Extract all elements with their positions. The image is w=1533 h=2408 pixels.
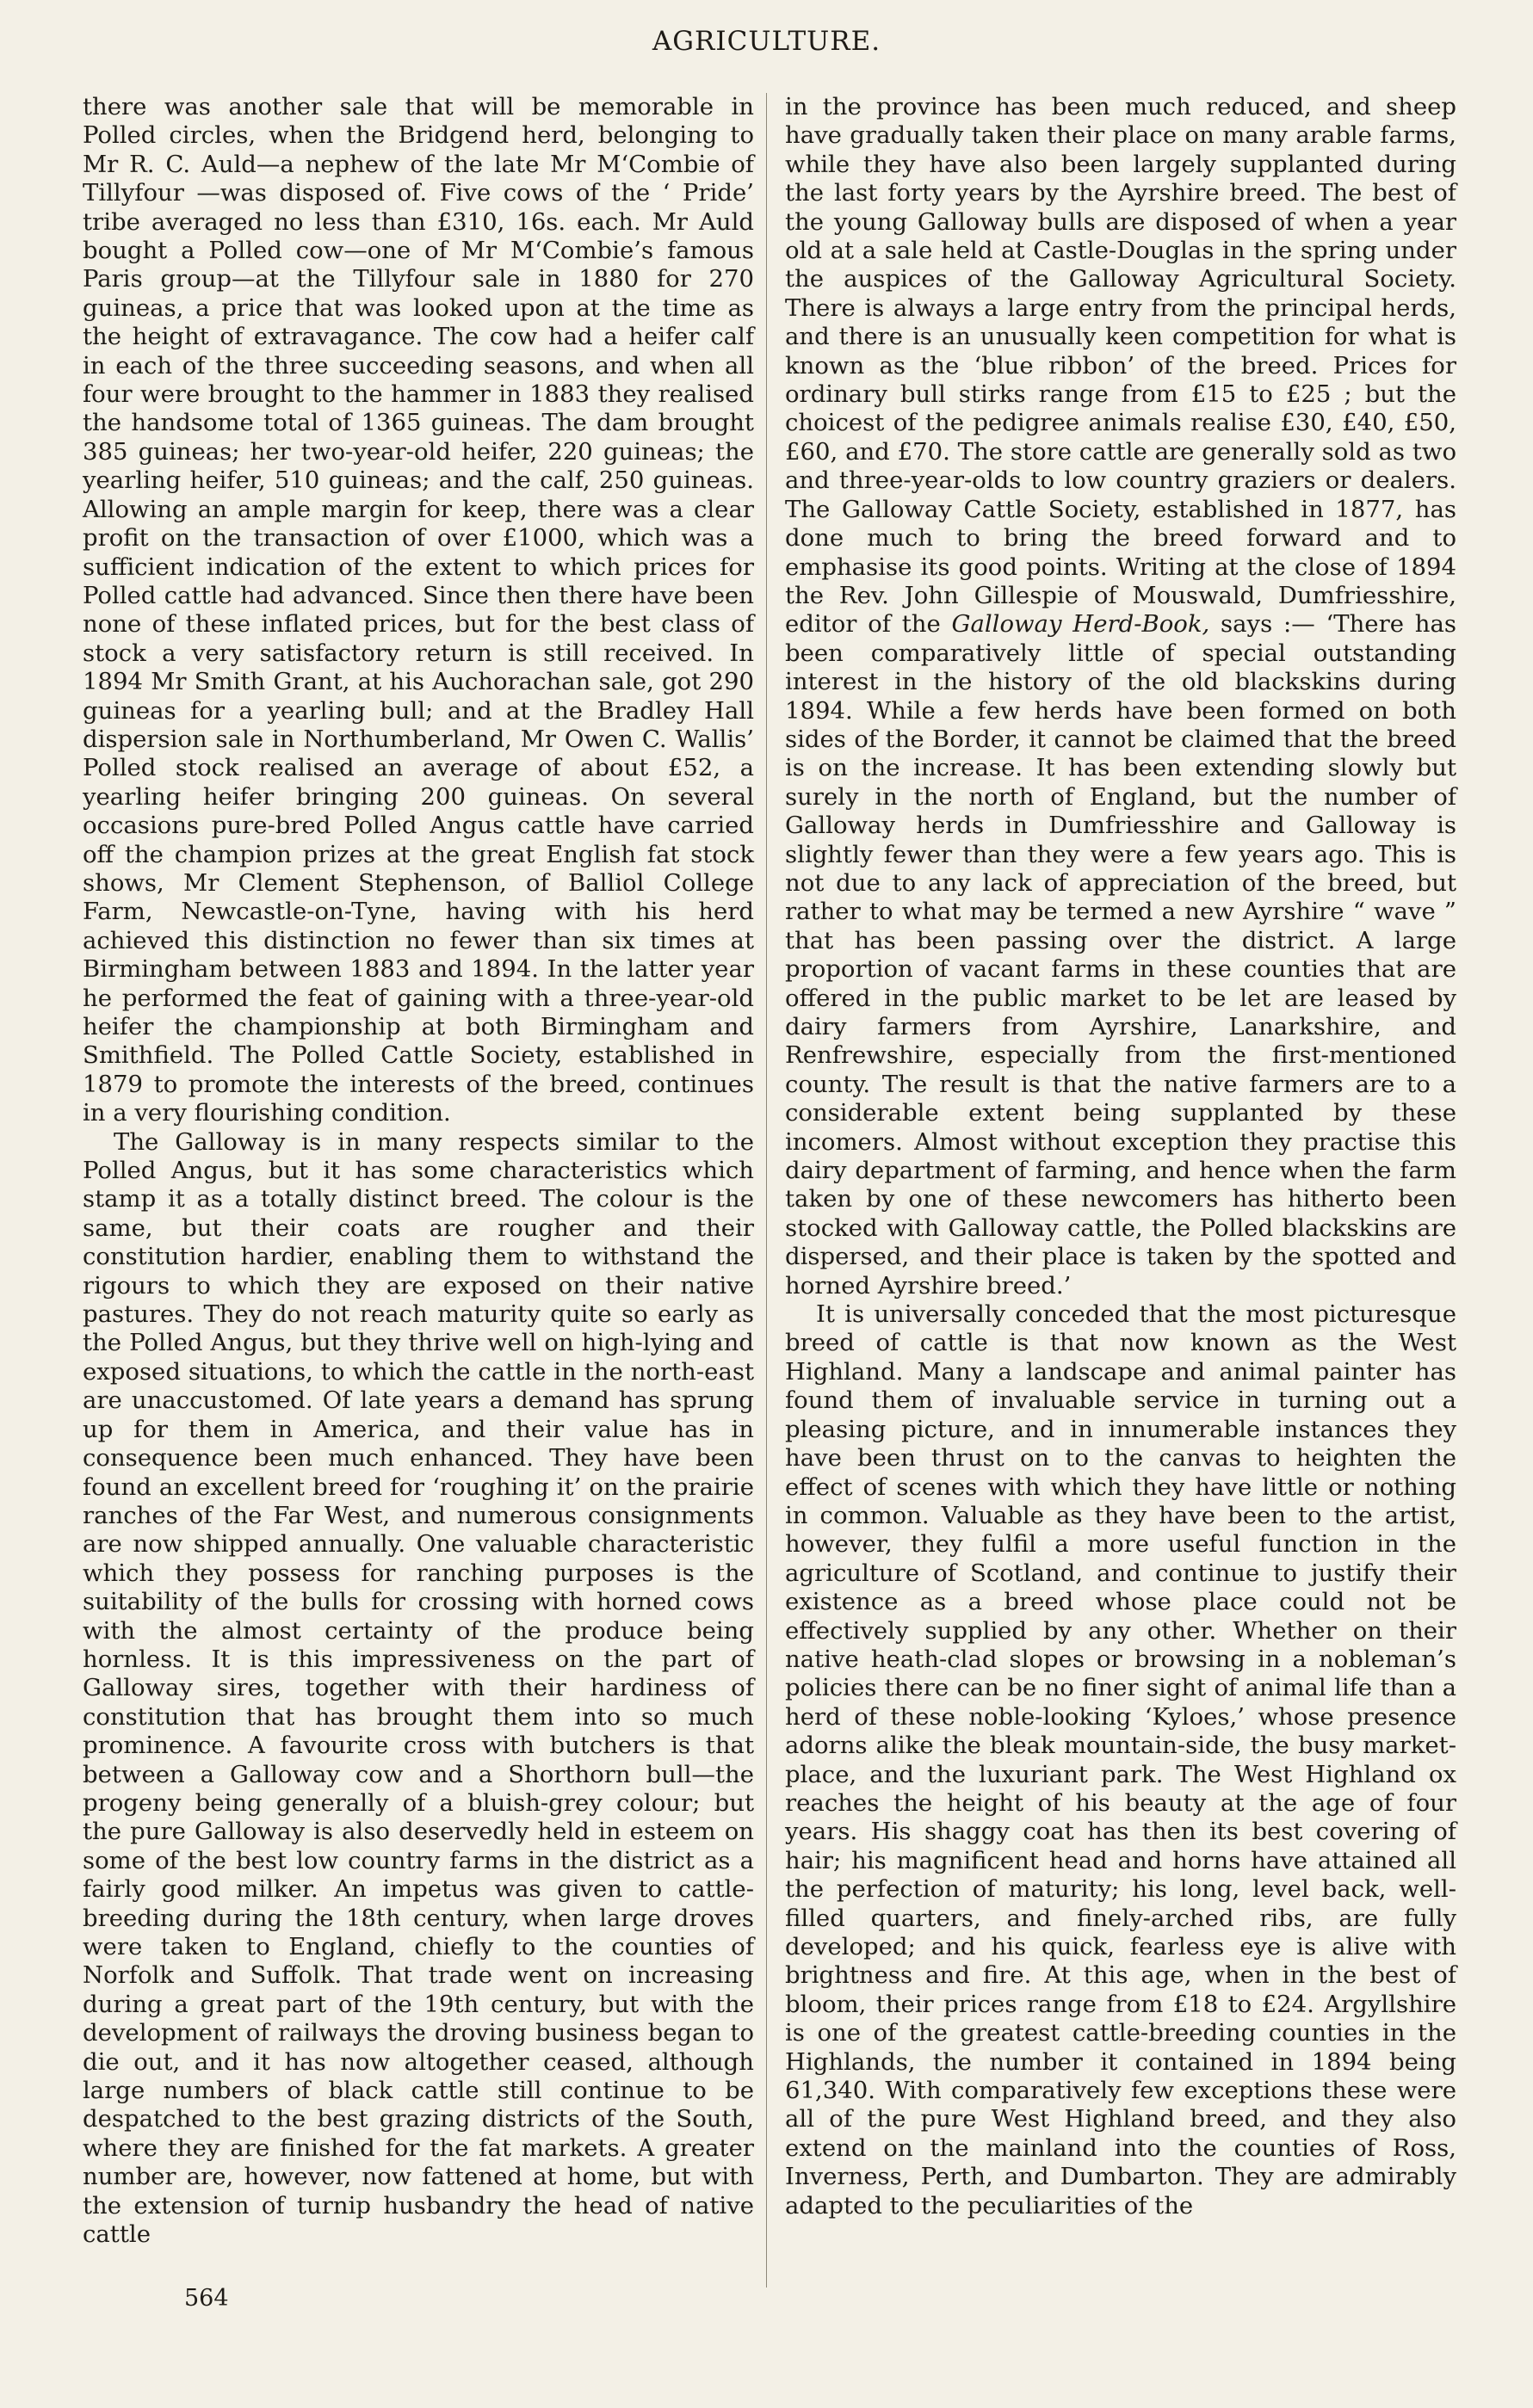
column-divider	[766, 93, 767, 2288]
right-column	[785, 93, 1456, 2220]
paragraph: The Galloway is in many respects similar to the Polled Angus, but it has some characteristics which stamp it as a totally distinct breed. The colour is the same, but their coats are rougher and their constitution hardier, enabling them to withstand the rigours to which they are exposed on their native pastures. They do not reach maturity quite so early as the Polled Angus, but they thrive well on high-lying and exposed situations, to which the cattle in the north-east are unaccustomed. Of late years a demand has sprung up for them in America, and their value has in consequence been much enhanced. They have been found an excellent breed for ‘roughing it’ on the prairie ranches of the Far West, and numerous consignments are now shipped annually. One valuable characteristic which they possess for ranching purposes is the suitability of the bulls for crossing with horned cows with the almost certainty of the produce being hornless. It is this impressiveness on the part of Galloway sires, together with their hardiness of constitution that has brought them into so much prominence. A favourite cross with butchers is that between a Galloway cow and a Shorthorn bull—the progeny being generally of a bluish-grey colour; but the pure Galloway is also deservedly held in esteem on some of the best low country farms in the district as a fairly good milker. An impetus was given to cattle-breeding during the 18th century, when large droves were taken to England, chiefly to the counties of Norfolk and Suffolk. That trade went on increasing during a great part of the 19th century, but with the development of railways the droving business began to die out, and it has now altogether ceased, although large numbers of black cattle still continue to be despatched to the best grazing districts of the South, where they are finished for the fat markets. A greater number are, however, now fattened at home, but with the extension of turnip husbandry the head of native cattle	[83, 1127, 754, 2249]
page-number: 564	[184, 2285, 229, 2312]
paragraph	[785, 93, 1456, 1300]
paragraph: there was another sale that will be memorable in Polled circles, when the Bridgend herd, belonging to Mr R. C. Auld—a nephew of the late Mr M‘Combie of Tillyfour —was disposed of. Five cows of the ‘ Pride’ tribe averaged no less than £310, 16s. each. Mr Auld bought a Polled cow—one of Mr M‘Combie’s famous Paris group—at the Tillyfour sale in 1880 for 270 guineas, a price that was looked upon at the time as the height of extravagance. The cow had a heifer calf in each of the three succeeding seasons, and when all four were brought to the hammer in 1883 they realised the handsome total of 1365 guineas. The dam brought 385 guineas; her two-year-old heifer, 220 guineas; the yearling heifer, 510 guineas; and the calf, 250 guineas. Allowing an ample margin for keep, there was a clear profit on the transaction of over £1000, which was a sufficient indication of the extent to which prices for Polled cattle had advanced. Since then there have been none of these inflated prices, but for the best class of stock a very satisfactory return is still received. In 1894 Mr Smith Grant, at his Auchorachan sale, got 290 guineas for a yearling bull; and at the Bradley Hall dispersion sale in Northumberland, Mr Owen C. Wallis’ Polled stock realised an average of about £52, a yearling heifer bringing 200 guineas. On several occasions pure-bred Polled Angus cattle have carried off the champion prizes at the great English fat stock shows, Mr Clement Stephenson, of Balliol College Farm, Newcastle-on-Tyne, having with his herd achieved this distinction no fewer than six times at Birmingham between 1883 and 1894. In the latter year he performed the feat of gaining with a three-year-old heifer the championship at both Birmingham and Smithfield. The Polled Cattle Society, established in 1879 to promote the interests of the breed, continues in a very flourishing condition.	[83, 93, 754, 1127]
herd-book-title: Galloway Herd-Book,	[951, 610, 1210, 639]
paragraph-text: says :— ‘There has been comparatively little of special outstanding interest in the history of the old blackskins during 1894. While a few herds have been formed on both sides of the Border, it cannot be claimed that the breed is on the increase. It has been extending slowly but surely in the north of England, but the number of Galloway herds in Dumfriesshire and Galloway is slightly fewer than they were a few years ago. This is not due to any lack of appreciation of the breed, but rather to what may be termed a new Ayrshire “ wave ” that has been passing over the district. A large proportion of vacant farms in these counties that are offered in the public market to be let are leased by dairy farmers from Ayrshire, Lanarkshire, and Renfrewshire, especially from the first-mentioned county. The result is that the native farmers are to a considerable extent being supplanted by these incomers. Almost without exception they practise this dairy department of farming, and hence when the farm taken by one of these newcomers has hitherto been stocked with Galloway cattle, the Polled blackskins are dispersed, and their place is taken by the spotted and horned Ayrshire breed.’	[785, 610, 1456, 1300]
left-column	[83, 93, 754, 2249]
page-header: AGRICULTURE.	[652, 26, 881, 57]
paragraph-text: in the province has been much reduced, and sheep have gradually taken their place on many arable farms, while they have also been largely supplanted during the last forty years by the Ayrshire breed. The best of the young Galloway bulls are disposed of when a year old at a sale held at Castle-Douglas in the spring under the auspices of the Galloway Agricultural Society. There is always a large entry from the principal herds, and there is an unusually keen competition for what is known as the ‘blue ribbon’ of the breed. Prices for ordinary bull stirks range from £15 to £25 ; but the choicest of the pedigree animals realise £30, £40, £50, £60, and £70. The store cattle are generally sold as two and three-year-olds to low country graziers or dealers. The Galloway Cattle Society, established in 1877, has done much to bring the breed forward and to emphasise its good points. Writing at the close of 1894 the Rev. John Gillespie of Mouswald, Dumfriesshire, editor of the	[785, 93, 1456, 639]
paragraph: It is universally conceded that the most picturesque breed of cattle is that now known as the West Highland. Many a landscape and animal painter has found them of invaluable service in turning out a pleasing picture, and in innumerable instances they have been thrust on to the canvas to heighten the effect of scenes with which they have little or nothing in common. Valuable as they have been to the artist, however, they fulfil a more useful function in the agriculture of Scotland, and continue to justify their existence as a breed whose place could not be effectively supplied by any other. Whether on their native heath-clad slopes or browsing in a nobleman’s policies there can be no finer sight of animal life than a herd of these noble-looking ‘Kyloes,’ whose presence adorns alike the bleak mountain-side, the busy market-place, and the luxuriant park. The West Highland ox reaches the height of his beauty at the age of four years. His shaggy coat has then its best covering of hair; his magnificent head and horns have attained all the perfection of maturity; his long, level back, well-filled quarters, and finely-arched ribs, are fully developed; and his quick, fearless eye is alive with brightness and fire. At this age, when in the best of bloom, their prices range from £18 to £24. Argyllshire is one of the greatest cattle-breeding counties in the Highlands, the number it contained in 1894 being 61,340. With comparatively few exceptions these were all of the pure West Highland breed, and they also extend on the mainland into the counties of Ross, Inverness, Perth, and Dumbarton. They are admirably adapted to the peculiarities of the	[785, 1300, 1456, 2220]
